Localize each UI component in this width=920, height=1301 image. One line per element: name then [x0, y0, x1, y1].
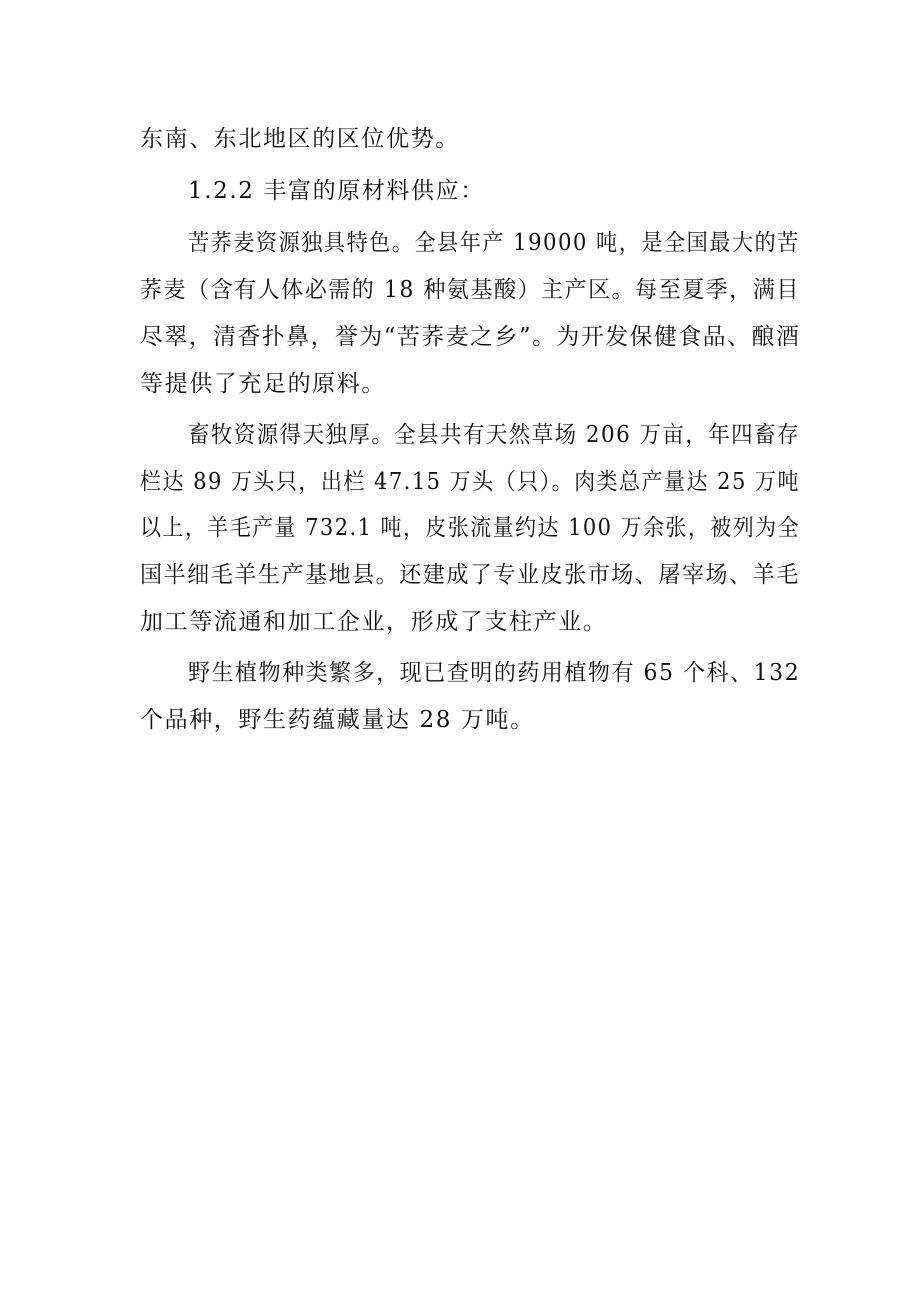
paragraph-line: 苦荞麦资源独具特色。全县年产 19000 吨，是全国最大的苦: [188, 230, 800, 256]
text-line: 东南、东北地区的区位优势。: [140, 126, 460, 152]
paragraph-line: 加工等流通和加工企业，形成了支柱产业。: [140, 609, 608, 635]
paragraph-line: 栏达 89 万头只，出栏 47.15 万头（只）。肉类总产量达 25 万吨: [140, 469, 800, 495]
paragraph-line: 以上，羊毛产量 732.1 吨，皮张流量约达 100 万余张，被列为全: [140, 515, 800, 541]
paragraph-line: 等提供了充足的原料。: [140, 371, 386, 397]
paragraph-line: 野生植物种类繁多，现已查明的药用植物有 65 个科、132: [188, 660, 801, 686]
paragraph-line: 畜牧资源得天独厚。全县共有天然草场 206 万亩，年四畜存: [188, 422, 800, 448]
section-heading: 1.2.2 丰富的原材料供应：: [188, 178, 485, 204]
paragraph-line: 个品种，野生药蕴藏量达 28 万吨。: [140, 707, 535, 733]
paragraph-line: 尽翠，清香扑鼻，誉为“苦荞麦之乡”。为开发保健食品、酿酒: [140, 324, 801, 350]
paragraph-line: 国半细毛羊生产基地县。还建成了专业皮张市场、屠宰场、羊毛: [140, 562, 800, 588]
paragraph-line: 荞麦（含有人体必需的 18 种氨基酸）主产区。每至夏季，满目: [140, 277, 800, 303]
